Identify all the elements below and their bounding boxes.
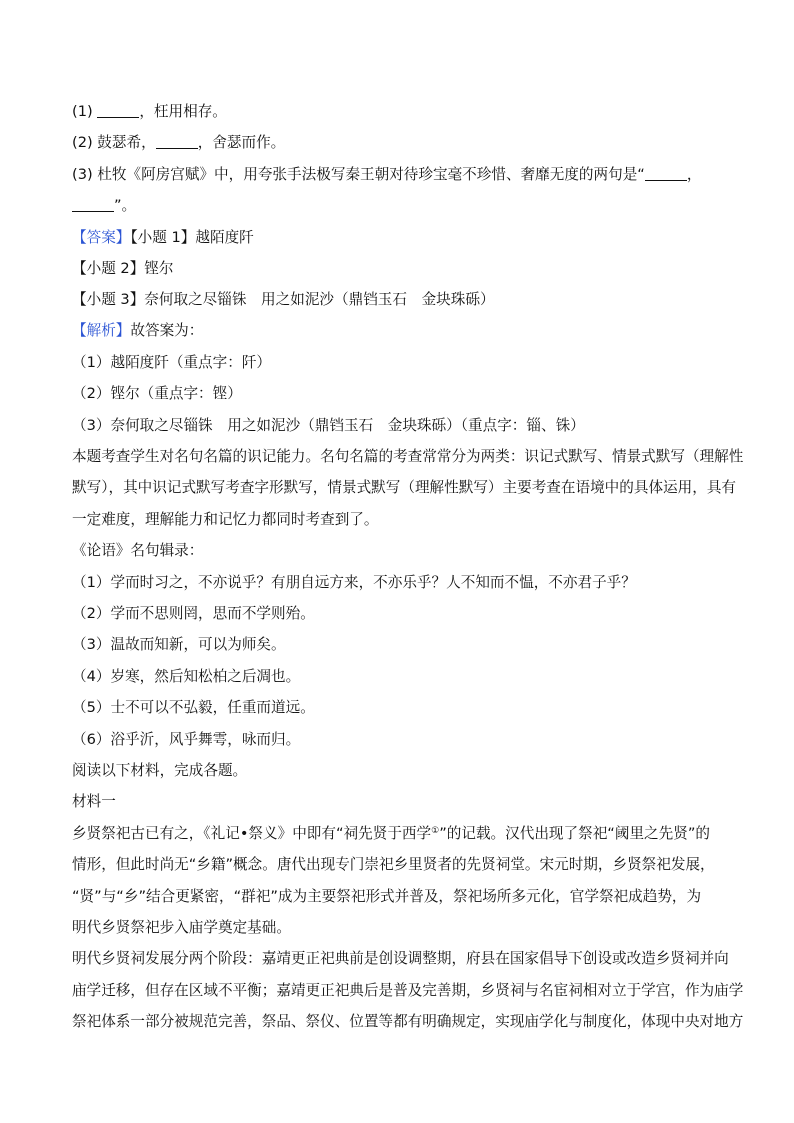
analysis-paragraph-line: 本题考查学生对名句名篇的识记能力。名句名篇的考查常常分为两类：识记式默写、情景式默写（理解性 <box>72 448 744 465</box>
answer-blank <box>72 197 114 212</box>
material-title: 材料一 <box>72 793 116 810</box>
lunyu-quote: （6）浴乎沂，风乎舞雩，咏而归。 <box>72 731 301 748</box>
answer-subquestion-3: 【小题 3】奈何取之尽锱铢 用之如泥沙（鼎铛玉石 金块珠砾） <box>72 291 495 308</box>
question-3-continued <box>72 197 136 215</box>
analysis-intro: 故答案为： <box>130 322 204 339</box>
analysis-paragraph-line: 默写），其中识记式默写考查字形默写，情景式默写（理解性默写）主要考查在语境中的具体运用，具有 <box>72 479 737 496</box>
analysis-header <box>72 322 203 340</box>
answer-subquestion-2: 【小题 2】铿尔 <box>72 260 174 277</box>
lunyu-quote: （3）温故而知新，可以为师矣。 <box>72 636 286 653</box>
reading-instruction: 阅读以下材料，完成各题。 <box>72 762 248 779</box>
material-line <box>72 825 710 843</box>
question-1-text: ，枉用相存。 <box>139 103 227 120</box>
question-2-text-end: ，舍瑟而作。 <box>197 134 286 151</box>
answer-subquestion-1: 【小题 1】越陌度阡 <box>130 229 254 246</box>
question-3 <box>72 166 701 184</box>
question-2 <box>72 134 285 152</box>
material-line: 祭祀体系一部分被规范完善，祭品、祭仪、位置等都有明确规定，实现庙学化与制度化，体现中央对地方 <box>72 1013 744 1030</box>
material-line: “贤”与“乡”结合更紧密，“群祀”成为主要祭祀形式并普及，祭祀场所多元化，官学祭祀成趋势，为 <box>72 888 702 905</box>
question-1-number: (1) <box>72 103 98 120</box>
material-line: 情形，但此时尚无“乡籍”概念。唐代出现专门崇祀乡里贤者的先贤祠堂。宋元时期，乡贤祭祀发展， <box>72 856 715 873</box>
question-3-end: ”。 <box>114 197 137 214</box>
lunyu-quote: （4）岁寒，然后知松柏之后凋也。 <box>72 668 301 685</box>
material-line: 明代乡贤祠发展分两个阶段：嘉靖更正祀典前是创设调整期，府县在国家倡导下创设或改造乡贤祠并向 <box>72 950 729 967</box>
answer-blank <box>97 103 139 118</box>
material-line: 明代乡贤祭祀步入庙学奠定基础。 <box>72 919 291 936</box>
question-3-comma: ， <box>686 166 702 183</box>
footnote-marker: ① <box>431 826 440 836</box>
lunyu-quote: （5）士不可以不弘毅，任重而道远。 <box>72 699 315 716</box>
analysis-item-1: （1）越陌度阡（重点字：阡） <box>72 354 272 371</box>
answer-blank <box>156 134 198 149</box>
analysis-item-2: （2）铿尔（重点字：铿） <box>72 385 242 402</box>
analysis-paragraph-line: 一定难度，理解能力和记忆力都同时考查到了。 <box>72 511 379 528</box>
question-1 <box>72 103 227 121</box>
analysis-item-3: （3）奈何取之尽锱铢 用之如泥沙（鼎铛玉石 金块珠砾）（重点字：锱、铢） <box>72 417 585 434</box>
lunyu-title: 《论语》名句辑录： <box>72 542 204 559</box>
answer-blank <box>645 166 687 181</box>
material-line: 庙学迁移，但存在区域不平衡；嘉靖更正祀典后是普及完善期，乡贤祠与名宦祠相对立于学宫，作为庙学 <box>72 982 744 999</box>
answer-line-1 <box>72 229 254 247</box>
answer-label: 【答案】 <box>72 229 131 246</box>
lunyu-quote: （2）学而不思则罔，思而不学则殆。 <box>72 605 315 622</box>
lunyu-quote: （1）学而时习之，不亦说乎？有朋自远方来，不亦乐乎？人不知而不愠，不亦君子乎？ <box>72 574 636 591</box>
analysis-label: 【解析】 <box>72 322 131 339</box>
material-text: 乡贤祭祀古已有之，《礼记•祭义》中即有“祠先贤于西学 <box>72 825 432 842</box>
question-3-text: (3) 杜牧《阿房宫赋》中，用夸张手法极写秦王朝对待珍宝毫不珍惜、奢靡无度的两句是“ <box>72 166 645 183</box>
material-text: ”的记载。汉代出现了祭祀“阈里之先贤”的 <box>439 825 710 842</box>
question-2-text-start: (2) 鼓瑟希， <box>72 134 156 151</box>
